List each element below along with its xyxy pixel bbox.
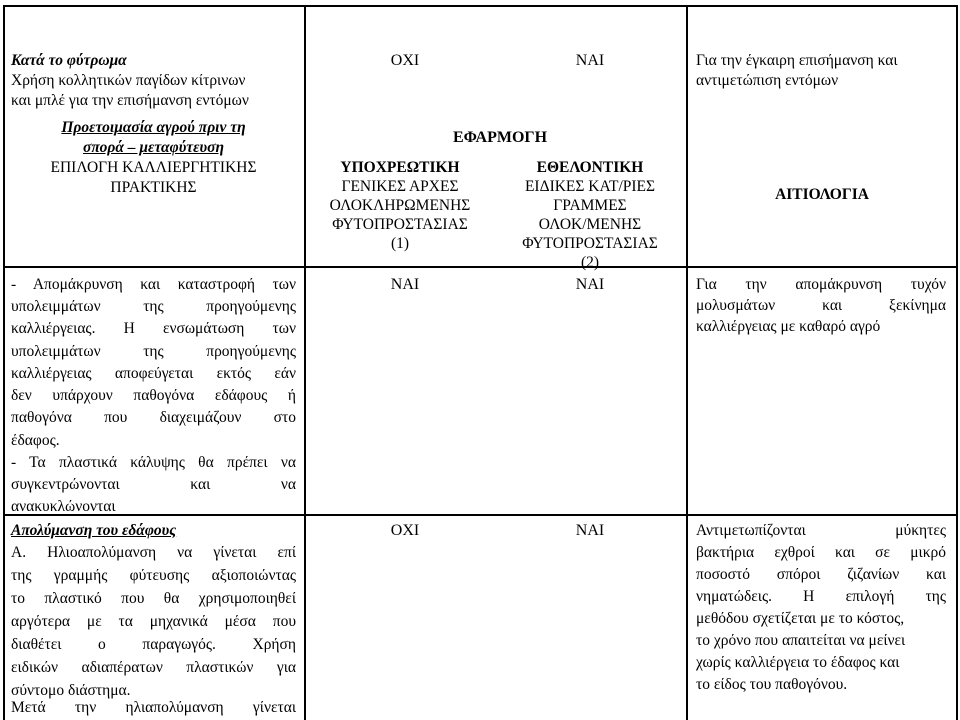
text-line: υπολειμμάτων της προηγούμενης [11, 298, 296, 315]
text-line: αργότερα με τα μηχανικά μέσα που [11, 613, 296, 630]
text-line: διαθέτει ο παραγωγός. Χρήση [11, 636, 296, 653]
row2-voluntary-value: ΝΑΙ [575, 276, 605, 293]
rationale-text: μολυσμάτων και ξεκίνημα [696, 297, 946, 314]
section-heading-soil-disinfection: Απολύμανση του εδάφους [11, 522, 177, 539]
voluntary-header: ΓΡΑΜΜΕΣ [553, 197, 627, 214]
choice-label: ΠΡΑΚΤΙΚΗΣ [110, 179, 197, 196]
text-line: συγκεντρώνονται και να [11, 476, 296, 493]
table-left-border [3, 5, 5, 720]
text-line: έδαφος. [11, 432, 60, 449]
rationale-text: αντιμετώπιση εντόμων [696, 72, 839, 89]
voluntary-header: ΕΙΔΙΚΕΣ ΚΑΤ/ΡΙΕΣ [524, 178, 656, 195]
rationale-header: ΑΙΤΙΟΛΟΓΙΑ [775, 186, 869, 203]
text-line: ειδικών αδιαπέρατων πλαστικών για [11, 659, 296, 676]
text-line: - Απομάκρυνση και καταστροφή των [11, 276, 296, 293]
text-line: - Τα πλαστικά κάλυψης θα πρέπει να [11, 454, 296, 471]
rationale-text: καλλιέργειας με καθαρό αγρό [696, 318, 881, 335]
text-line: σύντομο διάστημα. [11, 682, 131, 699]
rationale-text: βακτήρια εχθροί και σε μικρό [696, 544, 946, 561]
column-divider-2 [686, 5, 688, 720]
rationale-text: Αντιμετωπίζονται μύκητες [696, 522, 946, 539]
table-right-border [956, 5, 958, 720]
text-line: υπολειμμάτων της προηγούμενης [11, 343, 296, 360]
section-heading-field-preparation: σπορά – μεταφύτευση [83, 139, 224, 156]
mandatory-header: ΓΕΝΙΚΕΣ ΑΡΧΕΣ [341, 178, 459, 195]
mandatory-header: (1) [390, 235, 410, 252]
text-line: δεν υπάρχουν παθογόνα εδάφους ή [11, 387, 296, 404]
rationale-text: το είδος του παθογόνου. [696, 676, 848, 693]
rationale-text: το χρόνο που απαιτείται να μείνει [696, 632, 906, 649]
text-line: και μπλέ για την επισήμανση εντόμων [11, 92, 249, 109]
table-top-border [3, 5, 958, 7]
mandatory-header: ΦΥΤΟΠΡΟΣΤΑΣΙΑΣ [332, 216, 468, 233]
text-line: καλλιέργειας αποφεύγεται εκτός εάν [11, 365, 296, 382]
application-label: ΕΦΑΡΜΟΓΗ [452, 129, 548, 146]
text-line: Α. Ηλιοαπολύμανση να γίνεται επί [11, 544, 296, 561]
row1-mandatory-value: ΟΧΙ [390, 52, 420, 69]
rationale-text: νηματώδεις. Η επιλογή της [696, 588, 946, 605]
choice-label: ΕΠΙΛΟΓΗ ΚΑΛΛΙΕΡΓΗΤΙΚΗΣ [50, 159, 257, 176]
rationale-text: χωρίς καλλιέργεια το έδαφος και [696, 654, 900, 671]
row3-mandatory-value: ΟΧΙ [390, 522, 420, 539]
rationale-text: Για την έγκαιρη επισήμανση και [696, 52, 898, 69]
text-line: Χρήση κολλητικών παγίδων κίτρινων [11, 72, 246, 89]
text-line: Μετά την ηλιαπολύμανση γίνεται [11, 699, 296, 716]
mandatory-header: ΟΛΟΚΛΗΡΩΜΕΝΗΣ [329, 197, 471, 214]
row1-voluntary-value: ΝΑΙ [575, 52, 605, 69]
text-line: ανακυκλώνονται [11, 498, 116, 515]
voluntary-header: ΟΛΟΚ/ΜΕΝΗΣ [538, 216, 642, 233]
text-line: παθογόνα που διαχειμάζουν στο [11, 409, 296, 426]
column-divider-1 [304, 5, 306, 720]
row2-mandatory-value: ΝΑΙ [390, 276, 420, 293]
voluntary-header: ΦΥΤΟΠΡΟΣΤΑΣΙΑΣ [522, 235, 658, 252]
rationale-text: Για την απομάκρυνση τυχόν [696, 276, 946, 293]
section-heading-germination: Κατά το φύτρωμα [11, 52, 127, 69]
row-divider-1 [3, 266, 958, 268]
rationale-text: μεθόδου σχετίζεται με το κόστος, [696, 610, 905, 627]
voluntary-header: ΕΘΕΛΟΝΤΙΚΗ [536, 159, 644, 176]
text-line: καλλιέργειας. Η ενσωμάτωση των [11, 320, 296, 337]
text-line: το πλαστικό που θα χρησιμοποιηθεί [11, 590, 296, 607]
rationale-text: ποσοστό σπόροι ζιζανίων και [696, 566, 946, 583]
text-line: της γραμμής φύτευσης αξιοποιώντας [11, 567, 296, 584]
section-heading-field-preparation: Προετοιμασία αγρού πριν τη [61, 119, 246, 136]
mandatory-header: ΥΠΟΧΡΕΩΤΙΚΗ [340, 159, 460, 176]
voluntary-header: (2) [580, 254, 600, 271]
row3-voluntary-value: ΝΑΙ [575, 522, 605, 539]
